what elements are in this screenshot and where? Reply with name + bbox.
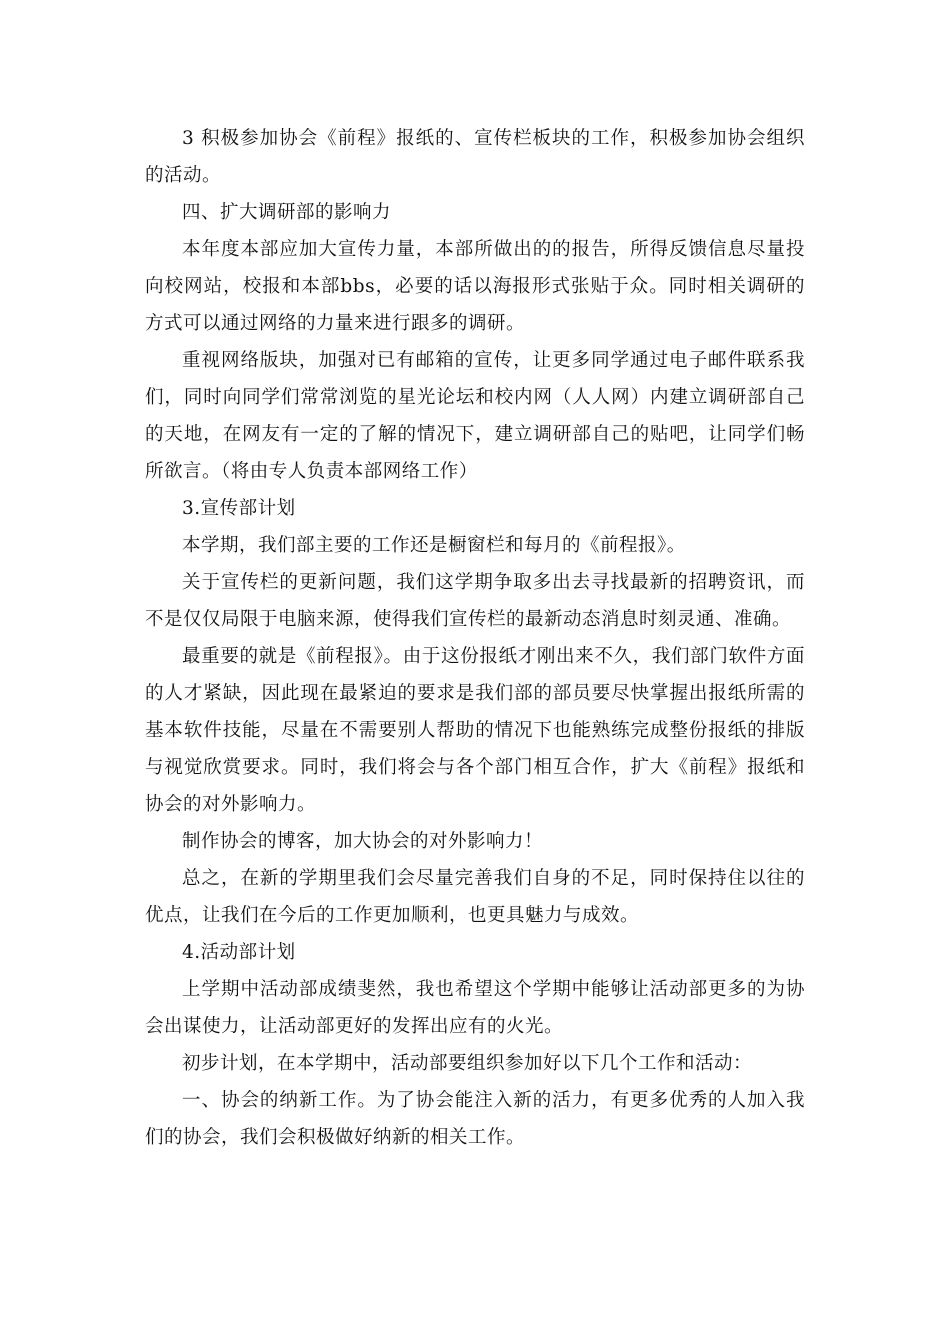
paragraph-preliminary-plan: 初步计划，在本学期中，活动部要组织参加好以下几个工作和活动： xyxy=(182,1053,753,1074)
section-heading-activity-plan: 4.活动部计划 xyxy=(182,942,296,963)
paragraph-recruitment: 一、协会的纳新工作。为了协会能注入新的活力，有更多优秀的人加入我们的协会，我们会积极做好纳新的相关工作。 xyxy=(145,1090,805,1148)
paragraph-activity-results: 上学期中活动部成绩斐然，我也希望这个学期中能够让活动部更多的为协会出谋使力，让活动部更好的发挥出应有的火光。 xyxy=(145,979,805,1037)
document-body xyxy=(145,120,805,1156)
paragraph-blog: 制作协会的博客，加大协会的对外影响力！ xyxy=(182,831,544,852)
paragraph-newspaper: 最重要的就是《前程报》。由于这份报纸才刚出来不久，我们部门软件方面的人才紧缺，因此现在最紧迫的要求是我们部的部员要尽快掌握出报纸所需的基本软件技能，尽量在不需要别人帮助的情况下也能熟练完成整份报纸的排版与视觉欣赏要求。同时，我们将会与各个部门相互合作，扩大《前程》报纸和协会的对外影响力。 xyxy=(145,646,805,815)
paragraph-item-3-participation: 3 积极参加协会《前程》报纸的、宣传栏板块的工作，积极参加协会组织的活动。 xyxy=(145,128,805,186)
section-heading-expand-influence: 四、扩大调研部的影响力 xyxy=(182,202,392,223)
paragraph-main-work: 本学期，我们部主要的工作还是橱窗栏和每月的《前程报》。 xyxy=(182,535,686,556)
paragraph-bulletin-update: 关于宣传栏的更新问题，我们这学期争取多出去寻找最新的招聘资讯，而不是仅仅局限于电脑来源，使得我们宣传栏的最新动态消息时刻灵通、准确。 xyxy=(145,572,805,630)
section-heading-publicity-plan: 3.宣传部计划 xyxy=(182,498,296,519)
paragraph-summary: 总之，在新的学期里我们会尽量完善我们自身的不足，同时保持住以往的优点，让我们在今后的工作更加顺利，也更具魅力与成效。 xyxy=(145,868,805,926)
paragraph-network-section: 重视网络版块，加强对已有邮箱的宣传，让更多同学通过电子邮件联系我们，同时向同学们常常浏览的星光论坛和校内网（人人网）内建立调研部自己的天地，在网友有一定的了解的情况下，建立调研部自己的贴吧，让同学们畅所欲言。（将由专人负责本部网络工作） xyxy=(145,350,805,482)
paragraph-publicity-strength: 本年度本部应加大宣传力量，本部所做出的的报告，所得反馈信息尽量投向校网站，校报和本部bbs，必要的话以海报形式张贴于众。同时相关调研的方式可以通过网络的力量来进行跟多的调研。 xyxy=(145,239,805,334)
